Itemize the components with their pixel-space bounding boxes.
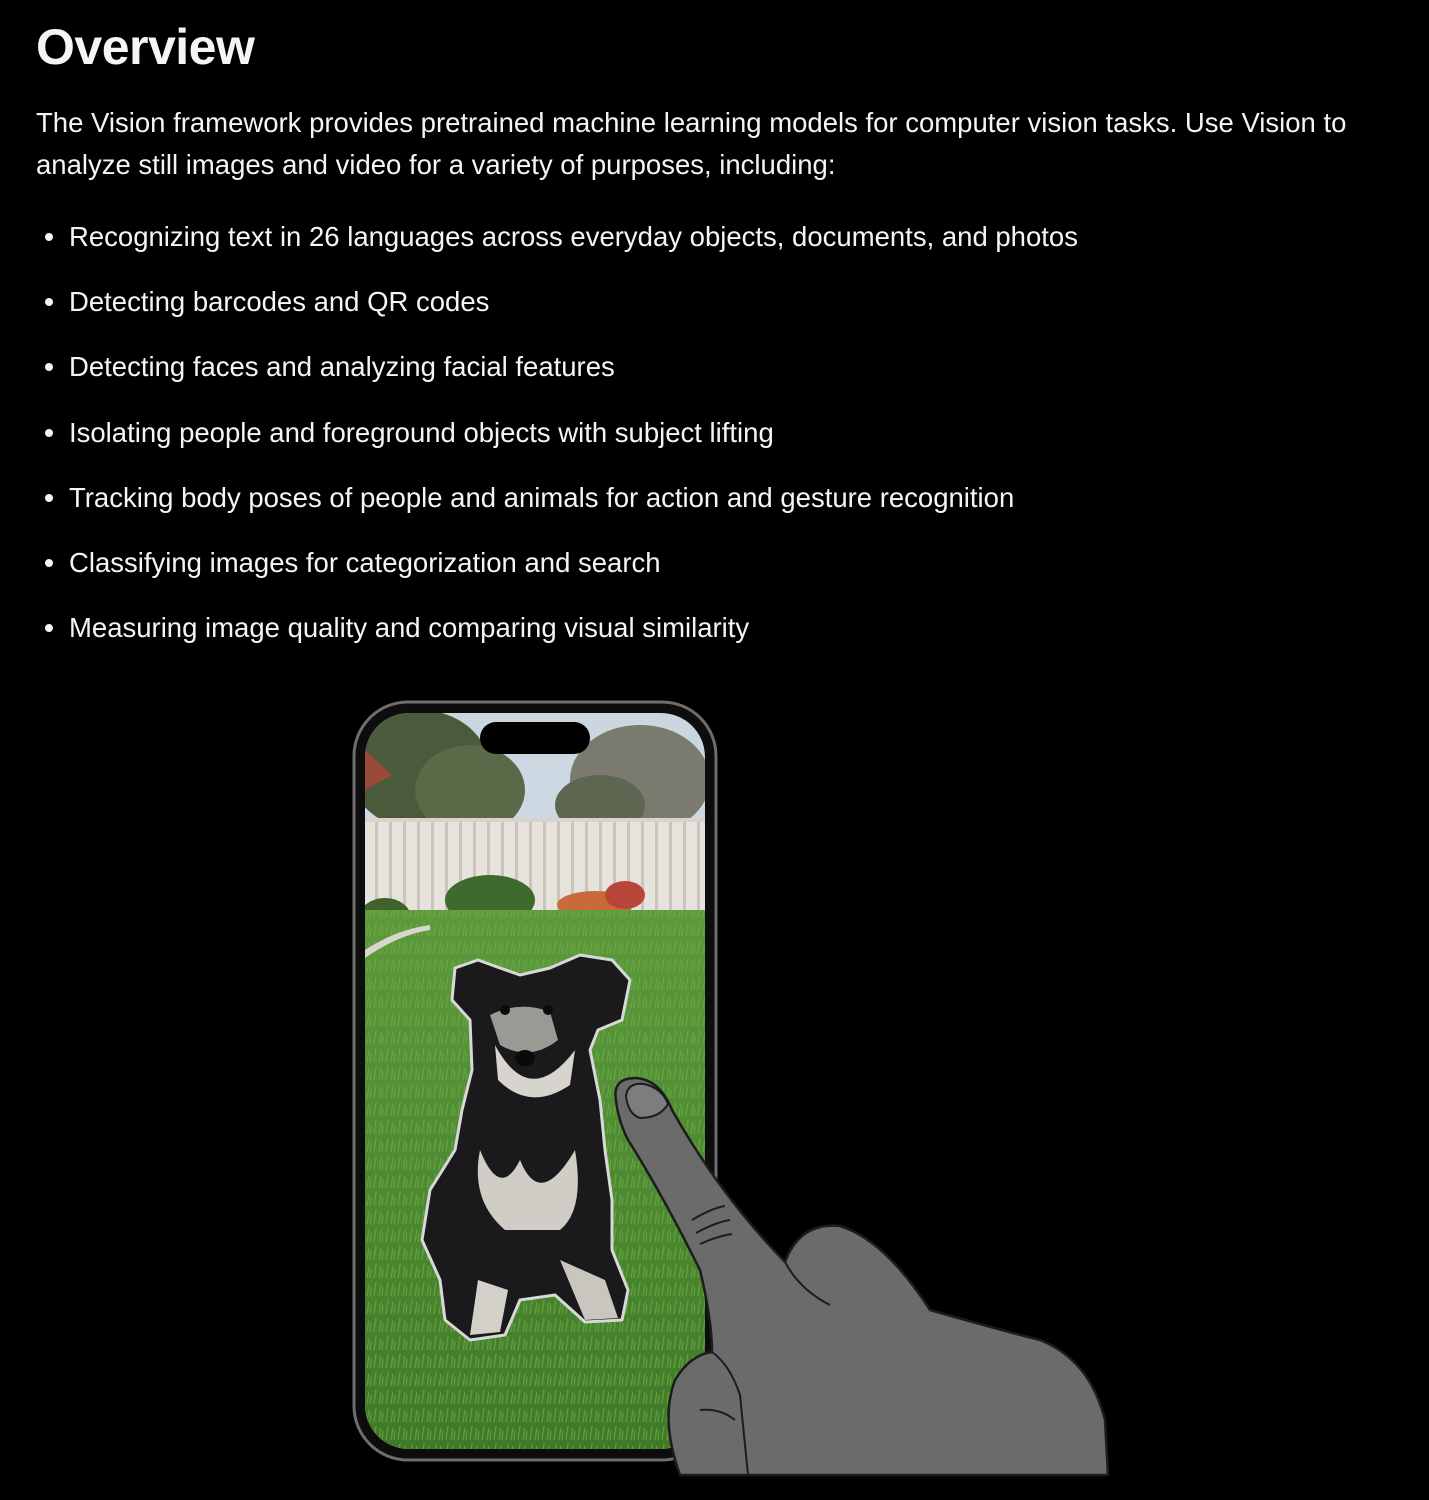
list-item-text: Detecting barcodes and QR codes	[69, 286, 490, 318]
bullet-icon	[45, 429, 53, 437]
list-item	[36, 530, 1406, 595]
bullet-icon	[45, 233, 53, 241]
list-item-text: Isolating people and foreground objects with subject lifting	[69, 416, 774, 448]
finger-tap-icon	[615, 1078, 1108, 1475]
dog-subject	[422, 955, 630, 1340]
list-item	[36, 269, 1406, 334]
list-item	[36, 465, 1406, 530]
list-item	[36, 204, 1406, 269]
list-item-text: Classifying images for categorization and search	[69, 546, 661, 578]
list-item-text: Recognizing text in 26 languages across everyday objects, documents, and photos	[69, 221, 1078, 252]
bullet-icon	[45, 298, 53, 306]
bullet-icon	[45, 363, 53, 371]
list-item-text: Measuring image quality and comparing visual similarity	[69, 612, 750, 644]
list-item-text: Detecting faces and analyzing facial features	[69, 351, 615, 383]
overview-section	[36, 14, 1406, 660]
list-item	[36, 334, 1406, 399]
dog-photo-icon	[350, 710, 710, 1450]
feature-list	[36, 204, 1406, 660]
bullet-icon	[45, 494, 53, 502]
list-item	[36, 595, 1406, 660]
list-item-text: Tracking body poses of people and animals for action and gesture recognition	[69, 481, 1015, 513]
bullet-icon	[45, 624, 53, 632]
iphone-icon	[350, 702, 716, 1460]
page-title: Overview	[36, 19, 255, 75]
intro-paragraph: The Vision framework provides pretrained machine learning models for computer vision tasks. Use Vision to analyze still images and video for a variety of purposes, including:	[36, 107, 1347, 180]
bullet-icon	[45, 559, 53, 567]
list-item	[36, 400, 1406, 465]
